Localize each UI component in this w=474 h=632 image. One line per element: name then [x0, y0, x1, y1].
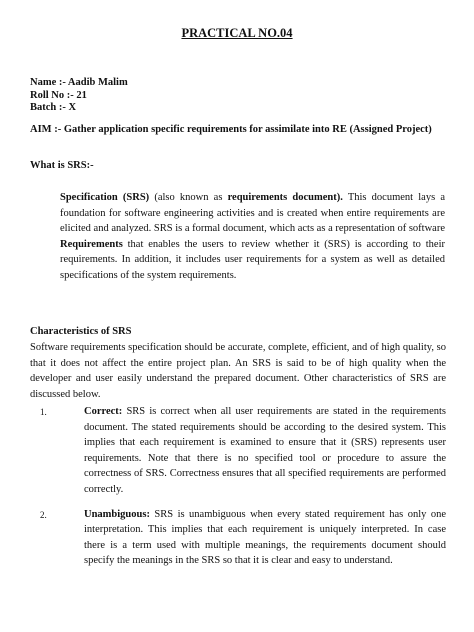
characteristics-list	[40, 404, 446, 578]
aim-statement: AIM :- Gather application specific requirements for assimilate into RE (Assigned Project)	[30, 124, 432, 135]
section-heading-what-is-srs: What is SRS:-	[30, 160, 94, 171]
roll-number: Roll No :- 21	[30, 89, 87, 101]
section-heading-characteristics: Characteristics of SRS	[30, 326, 132, 337]
term-requirements-document: requirements document).	[227, 192, 343, 203]
characteristics-paragraph: Software requirements specification should be accurate, complete, efficient, and of high quality, so that it does not affect the entire project plan. An SRS is said to be of high quality when the developer and user easily understand the prepared document. Other characteristics of SRS are discussed below.	[30, 342, 446, 400]
srs-intro-paragraph	[60, 190, 445, 284]
list-item	[40, 404, 446, 498]
page-title: PRACTICAL NO.04	[181, 26, 293, 40]
student-name: Name :- Aadib Malim	[30, 77, 128, 88]
list-number: 2.	[40, 509, 47, 520]
list-item-text: SRS is unambiguous when every stated requirement has only one interpretation. This implies that each requirement is uniquely interpreted. In case there is a term used with multiple meanings, the requirements document should specify the meanings in the SRS so that it is clear and easy to understand.	[84, 508, 446, 567]
list-item-text: SRS is correct when all user requirements are stated in the requirements document. The stated requirements should be according to the desired system. This implies that each requirement is examined to ensure that it (SRS) represents user requirements. Note that there is no specified tool or procedure to assure the correctness of SRS. Correctness ensures that all specified requirements are performed correctly.	[84, 406, 446, 495]
batch: Batch :- X	[30, 102, 77, 113]
list-item	[40, 507, 446, 569]
intro-text-3: that enables the users to review whether it (SRS) is according to their requirements. In addition, it includes user requirements for a system as well as detailed specifications of the system requirements.	[60, 238, 445, 281]
list-item-label: Unambiguous:	[84, 508, 150, 520]
list-item-label: Correct:	[84, 406, 123, 417]
term-requirements: Requirements	[60, 238, 123, 250]
student-info	[30, 77, 128, 115]
intro-text-2: This document lays a foundation for software engineering activities and is created when entire requirements are elicited and analyzed. SRS is a formal document, which acts as a representation of software	[60, 192, 445, 235]
intro-text-1: (also known as	[149, 192, 228, 203]
term-srs: Specification (SRS)	[60, 192, 150, 203]
list-number: 1.	[40, 407, 47, 417]
